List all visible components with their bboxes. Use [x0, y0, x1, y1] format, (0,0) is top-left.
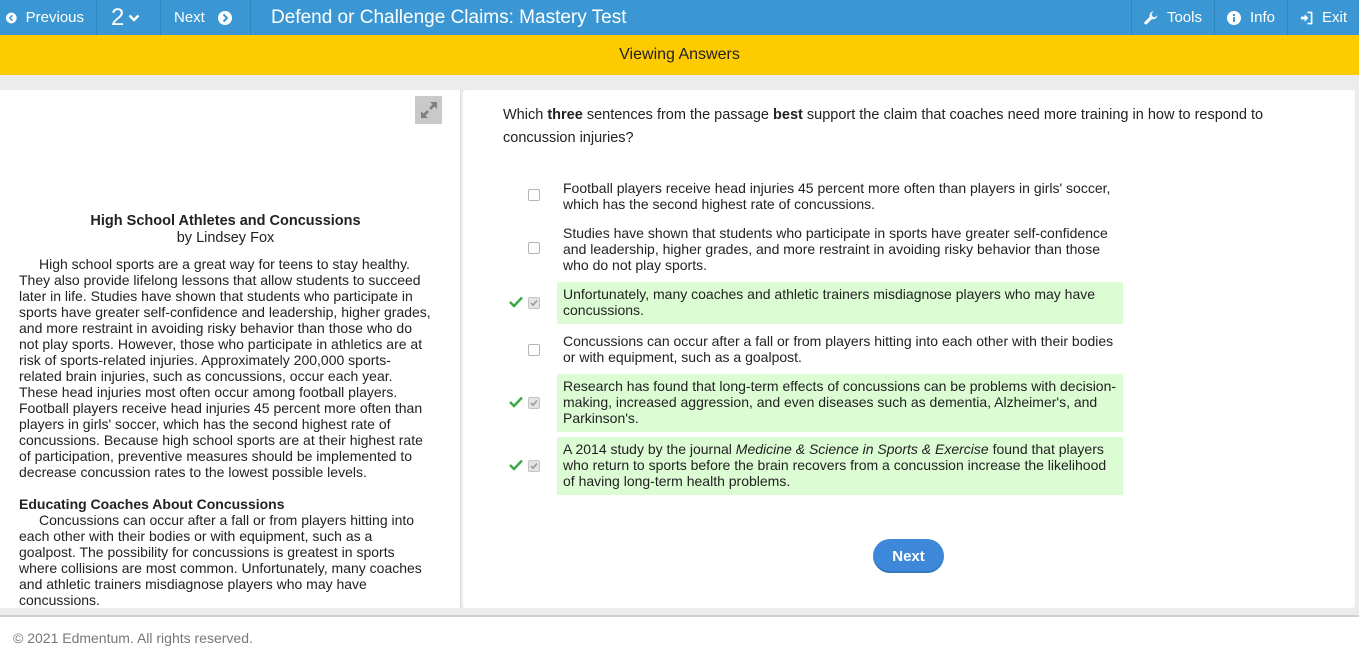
prompt-emphasis-best: best [773, 107, 803, 123]
answer-option-3[interactable] [503, 282, 1123, 324]
previous-label: Previous [25, 9, 84, 26]
option-text [557, 437, 1123, 495]
correct-check-icon [509, 459, 523, 471]
option-text: Concussions can occur after a fall or from players hitting into each other with their bodies or with equipment, such as a goalpost. [563, 333, 1114, 365]
question-panel [463, 90, 1355, 608]
option-checkbox[interactable] [528, 189, 540, 201]
answer-option-4[interactable] [503, 329, 1123, 369]
prompt-text: Which [503, 107, 548, 123]
info-circle-icon [1227, 11, 1241, 25]
viewing-answers-banner: Viewing Answers [0, 35, 1359, 75]
passage-body [19, 256, 433, 608]
passage-paragraph-2: Concussions can occur after a fall or from players hitting into each other with their bodies or with equipment, such as a goalpost. The possibility for concussions is greatest in sports where collisions are most common. Unfortunately, many coaches and athletic trainers misdiagnose players who may have concussions. [19, 512, 422, 608]
prompt-text: sentences from the passage [582, 107, 774, 123]
option-text-part: A 2014 study by the journal [563, 441, 736, 457]
section-heading: Educating Coaches About Concussions [19, 496, 285, 512]
question-number: 2 [111, 3, 125, 31]
tools-button[interactable] [1131, 0, 1214, 35]
passage-title: High School Athletes and Concussions [90, 213, 361, 229]
passage-author: by Lindsey Fox [176, 230, 275, 246]
toolbar-right-group [1131, 0, 1359, 35]
arrow-left-circle-icon [6, 11, 17, 25]
top-toolbar [0, 0, 1359, 35]
previous-button[interactable] [0, 0, 97, 35]
checkbox-check-icon [530, 299, 538, 307]
option-text: Unfortunately, many coaches and athletic trainers misdiagnose players who may have concussions. [557, 282, 1123, 324]
checkbox-check-icon [530, 462, 538, 470]
option-checkbox-checked[interactable] [528, 397, 540, 409]
footer [0, 617, 1359, 659]
exit-button[interactable] [1287, 0, 1359, 35]
expand-icon [419, 100, 439, 120]
next-top-button[interactable] [161, 0, 251, 35]
correct-check-icon [509, 396, 523, 408]
question-prompt [503, 104, 1293, 150]
correct-check-icon [509, 296, 523, 308]
checkbox-check-icon [530, 399, 538, 407]
option-checkbox-checked[interactable] [528, 460, 540, 472]
option-text: Research has found that long-term effects of concussions can be problems with decision-making, increased aggression, and even diseases such as dementia, Alzheimer's, and Parkinson's. [557, 374, 1123, 432]
passage-panel[interactable] [0, 90, 461, 608]
exit-label: Exit [1321, 9, 1347, 26]
page-title: Defend or Challenge Claims: Mastery Test [271, 6, 627, 28]
passage-paragraph-1: High school sports are a great way for teens to stay healthy. They also provide lifelong lessons that allow students to succeed later in life. Studies have shown that students who participate in sports have greater self-confidence and leadership, higher grades, and more restraint in avoiding risky behavior than those who do not play sports. However, those who participate in athletics are at risk of sports-related injuries. Approximately 200,000 sports-related brain injuries, such as concussions, occur each year. These head injuries most often occur among football players. Football players receive head injuries 45 percent more often than players in girls' soccer, which has the second highest rate of concussions. Because high school sports are at their highest rate of participation, preventive measures should be implemented to decrease concussion rates to the lowest possible levels. [19, 256, 431, 480]
sign-in-icon [1300, 11, 1313, 25]
wrench-icon [1144, 11, 1158, 25]
info-button[interactable] [1214, 0, 1287, 35]
question-number-dropdown[interactable] [97, 0, 161, 35]
prompt-emphasis-three: three [547, 107, 583, 123]
option-text: Studies have shown that students who participate in sports have greater self-confidence and leadership, higher grades, and more restraint in avoiding risky behavior than those who do not play sports. [563, 225, 1108, 273]
option-text-part: found that players who return to sports before the brain recovers from a concussion increase the likelihood of having long-term health problems. [563, 441, 1107, 489]
info-label: Info [1249, 9, 1275, 26]
prompt-text: support the claim that coaches need more training in how to respond to concussion injuries? [503, 107, 1264, 146]
option-checkbox-checked[interactable] [528, 297, 540, 309]
option-checkbox[interactable] [528, 344, 540, 356]
arrow-right-circle-icon [218, 11, 232, 25]
next-button[interactable]: Next [873, 539, 944, 573]
answer-option-5[interactable] [503, 374, 1123, 432]
expand-button[interactable] [415, 96, 442, 124]
answer-option-6[interactable] [503, 437, 1123, 495]
copyright-text: © 2021 Edmentum. All rights reserved. [13, 630, 253, 646]
tools-label: Tools [1166, 9, 1202, 26]
answer-option-1[interactable] [503, 176, 1123, 216]
option-checkbox[interactable] [528, 242, 540, 254]
answer-option-2[interactable] [503, 221, 1123, 277]
answer-options [503, 176, 1123, 500]
next-label: Next [174, 9, 205, 26]
chevron-down-icon [128, 13, 140, 23]
option-text: Football players receive head injuries 45 percent more often than players in girls' soccer, which has the second highest rate of concussions. [563, 180, 1111, 212]
journal-title: Medicine & Science in Sports & Exercise [735, 441, 989, 457]
